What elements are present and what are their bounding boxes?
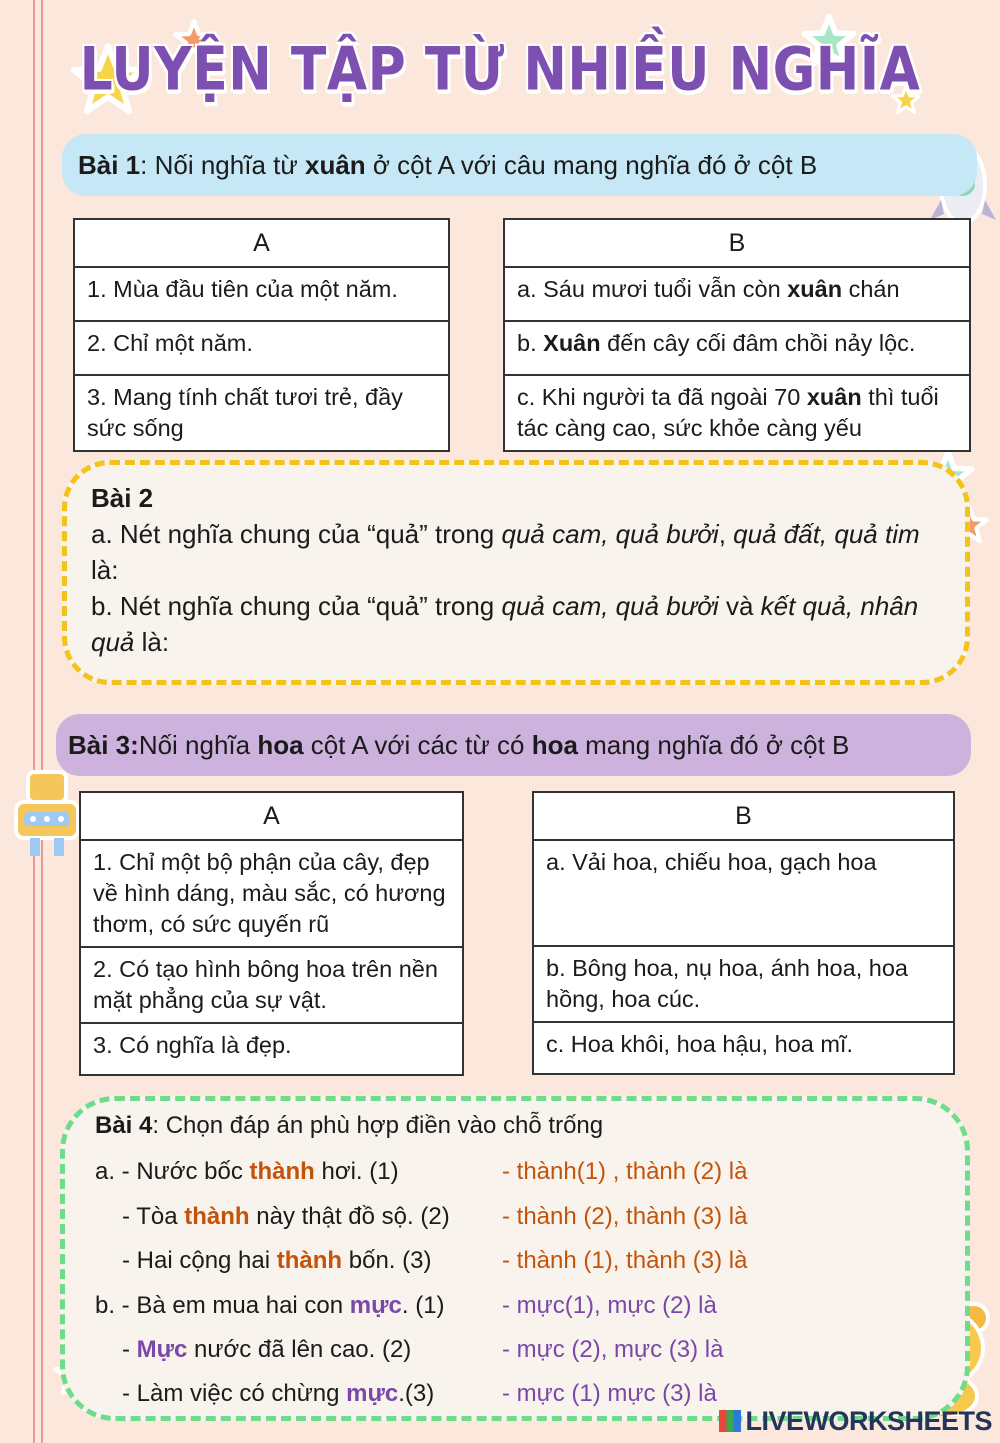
- robot-icon: [6, 768, 88, 860]
- bai1-column-a: [73, 218, 450, 452]
- bai1-b-item[interactable]: [504, 375, 970, 451]
- question-text: a. Nét nghĩa chung của “quả” trong: [91, 518, 502, 549]
- bai2-box: [62, 460, 970, 685]
- bai3-prompt-text: cột A với các từ có: [303, 729, 532, 760]
- item-keyword: xuân: [787, 276, 843, 302]
- bai3-column-a: [79, 791, 464, 1076]
- sentence-text: a. - Nước bốc: [95, 1158, 250, 1185]
- bai4-sentence: [122, 1336, 411, 1364]
- sentence-text: -: [122, 1336, 137, 1363]
- bai3-prompt-text: mang nghĩa đó ở cột B: [577, 729, 850, 760]
- bai3-label: Bài 3:: [68, 729, 139, 760]
- bai4-sentence: [122, 1247, 431, 1275]
- item-text: b.: [517, 330, 544, 356]
- bai3-b-item[interactable]: b. Bông hoa, nụ hoa, ánh hoa, hoa hồng, hoa cúc.: [533, 946, 954, 1022]
- bai4-option[interactable]: - thành (1), thành (3) là: [502, 1247, 748, 1274]
- bai4-sentence: [95, 1158, 399, 1186]
- column-header: B: [533, 792, 954, 840]
- sentence-text: - Hai cộng hai: [122, 1247, 277, 1274]
- bai4-option[interactable]: - thành (2), thành (3) là: [502, 1203, 748, 1230]
- bai3-column-b: [532, 791, 955, 1075]
- sentence-keyword: thành: [249, 1158, 315, 1185]
- item-text: chán: [842, 276, 900, 302]
- question-text: là:: [134, 626, 170, 657]
- sentence-text: hơi. (1): [314, 1158, 399, 1185]
- column-header: A: [80, 792, 463, 840]
- liveworksheets-logo: [719, 1406, 992, 1437]
- bai1-prompt-text: ở cột A với câu mang nghĩa đó ở cột B: [365, 149, 818, 180]
- sentence-keyword: Mực: [136, 1336, 188, 1363]
- sentence-keyword: thành: [184, 1203, 250, 1230]
- bai2-question-a: [91, 517, 941, 589]
- item-text: c. Khi người ta đã ngoài 70: [517, 384, 807, 410]
- margin-line: [41, 0, 43, 1443]
- sentence-text: bốn. (3): [342, 1247, 432, 1274]
- sentence-keyword: thành: [276, 1247, 343, 1274]
- bai1-a-item[interactable]: 3. Mang tính chất tươi trẻ, đầy sức sống: [74, 375, 449, 451]
- liveworksheets-icon: [719, 1410, 741, 1432]
- bai4-option[interactable]: - thành(1) , thành (2) là: [502, 1158, 748, 1185]
- bai1-prompt-text: : Nối nghĩa từ: [140, 149, 305, 180]
- bai3-prompt: [56, 714, 971, 776]
- bai4-prompt-text: : Chọn đáp án phù hợp điền vào chỗ trống: [152, 1112, 604, 1139]
- bai4-label: Bài 4: [95, 1112, 153, 1139]
- question-example: kết quả, nhân quả: [91, 590, 919, 657]
- page-title: LUYỆN TẬP TỪ NHIỀU NGHĨA: [79, 35, 921, 105]
- bai3-a-item[interactable]: 3. Có nghĩa là đẹp.: [80, 1023, 463, 1075]
- column-header: A: [74, 219, 449, 267]
- bai3-a-item[interactable]: 2. Có tạo hình bông hoa trên nền mặt phẳng của sự vật.: [80, 947, 463, 1023]
- sentence-text: .(3): [398, 1380, 435, 1407]
- sentence-text: nước đã lên cao. (2): [187, 1336, 412, 1363]
- sentence-text: - Làm việc có chừng: [122, 1380, 347, 1407]
- sentence-text: - Tòa: [122, 1203, 185, 1230]
- bai2-question-b: [91, 589, 941, 661]
- bai3-b-item[interactable]: a. Vải hoa, chiếu hoa, gạch hoa: [533, 840, 954, 946]
- bai4-sentence: [95, 1292, 445, 1320]
- bai3-keyword: hoa: [257, 729, 304, 760]
- question-text: là:: [91, 554, 119, 585]
- item-keyword: Xuân: [543, 330, 601, 356]
- item-text: thì tuổi tác càng cao, sức khỏe càng yếu: [517, 384, 939, 442]
- item-keyword: xuân: [806, 384, 862, 410]
- bai1-a-item[interactable]: 2. Chỉ một năm.: [74, 321, 449, 375]
- sentence-text: . (1): [401, 1292, 445, 1319]
- item-text: đến cây cối đâm chồi nảy lộc.: [600, 330, 916, 356]
- column-header: B: [504, 219, 970, 267]
- bai3-keyword: hoa: [531, 729, 578, 760]
- sentence-text: b. - Bà em mua hai con: [95, 1292, 350, 1319]
- bai2-label: Bài 2: [91, 483, 154, 513]
- question-text: b. Nét nghĩa chung của “quả” trong: [91, 590, 502, 621]
- question-text: ,: [718, 518, 734, 549]
- bai1-a-item[interactable]: 1. Mùa đầu tiên của một năm.: [74, 267, 449, 321]
- bai4-sentence: [122, 1380, 434, 1408]
- bai4-sentence: [122, 1203, 450, 1231]
- bai4-option[interactable]: - mực (2), mực (3) là: [502, 1336, 724, 1363]
- bai1-column-b: [503, 218, 971, 452]
- bai1-keyword: xuân: [304, 149, 366, 180]
- bai1-prompt: [62, 134, 977, 196]
- bai4-prompt: [95, 1112, 603, 1140]
- sentence-keyword: mực: [349, 1292, 402, 1319]
- question-example: quả đất, quả tim: [733, 518, 920, 549]
- question-example: quả cam, quả bưởi: [501, 590, 719, 621]
- bai3-a-item[interactable]: 1. Chỉ một bộ phận của cây, đẹp về hình dáng, màu sắc, có hương thơm, có sức quyến rũ: [80, 840, 463, 947]
- bai1-b-item[interactable]: [504, 267, 970, 321]
- bai3-prompt-text: Nối nghĩa: [138, 729, 258, 760]
- watermark-text: LIVEWORKSHEETS: [745, 1406, 992, 1436]
- item-text: a. Sáu mươi tuổi vẫn còn: [517, 276, 788, 302]
- sentence-text: này thật đồ sộ. (2): [249, 1203, 450, 1230]
- bai4-option[interactable]: - mực (1) mực (3) là: [502, 1380, 717, 1407]
- bai3-b-item[interactable]: c. Hoa khôi, hoa hậu, hoa mĩ.: [533, 1022, 954, 1074]
- margin-line: [33, 0, 35, 1443]
- sentence-keyword: mực: [346, 1380, 399, 1407]
- question-text: và: [718, 590, 761, 621]
- bai4-option[interactable]: - mực(1), mực (2) là: [502, 1292, 717, 1319]
- bai1-b-item[interactable]: [504, 321, 970, 375]
- question-example: quả cam, quả bưởi: [501, 518, 719, 549]
- bai1-label: Bài 1: [78, 149, 141, 180]
